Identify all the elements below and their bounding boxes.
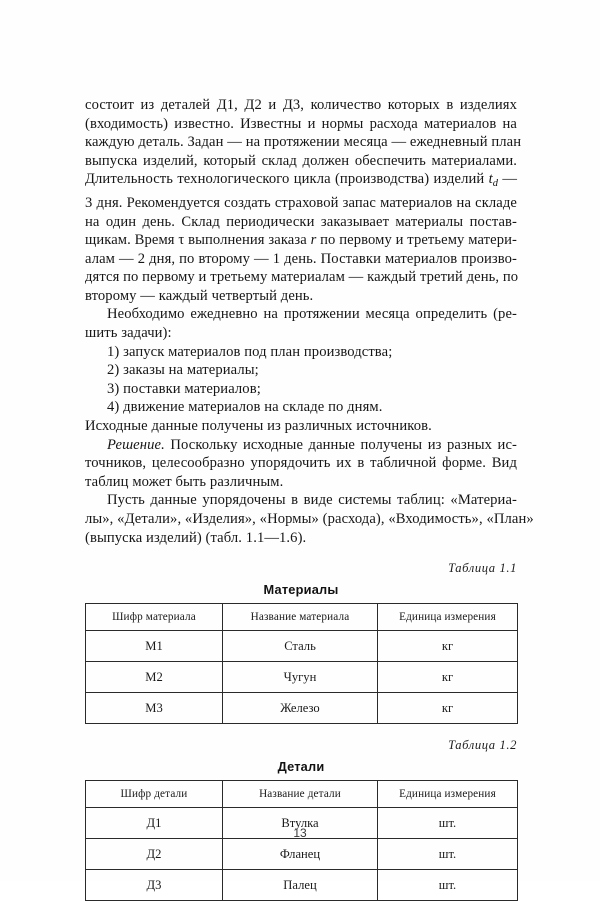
text-line-with-variables xyxy=(85,231,517,250)
text-fragment: выполнения заказа xyxy=(184,232,311,249)
text-line: выпуска изделий, который склад должен обеспечить материалами. xyxy=(85,152,517,169)
table-cell: Железо xyxy=(223,693,378,724)
text-line-solution-lead xyxy=(85,436,517,455)
table-cell: Д3 xyxy=(86,870,223,901)
paragraph-tables-intro xyxy=(85,491,534,547)
text-line: (выпуска изделий) (табл. 1.1—1.6). xyxy=(85,529,307,546)
table-row xyxy=(86,870,518,901)
solution-label: Решение. xyxy=(107,436,165,453)
task-list xyxy=(85,343,517,436)
table-cell: Фланец xyxy=(223,839,378,870)
table-block-materials xyxy=(85,561,517,724)
table-cell: Палец xyxy=(223,870,378,901)
paragraph-intro xyxy=(85,96,522,305)
list-item: 3) поставки материалов; xyxy=(107,380,261,397)
text-line: точников, целесообразно упорядочить их в табличной форме. Вид xyxy=(85,455,517,472)
column-header: Шифр детали xyxy=(86,781,223,808)
text-fragment: по первому и третьему матери- xyxy=(316,232,517,249)
variable-t: t xyxy=(488,171,493,188)
table-cell: М3 xyxy=(86,693,223,724)
table-caption: Таблица 1.2 xyxy=(448,738,517,753)
text-line: шить задачи): xyxy=(85,325,172,342)
table-row xyxy=(86,631,518,662)
table-title: Детали xyxy=(277,759,325,775)
text-line: Необходимо ежедневно на протяжении месяца определить (ре- xyxy=(107,306,517,323)
text-line: второму — каждый четвертый день. xyxy=(85,287,314,304)
text-line: каждую деталь. Задан — на протяжении месяца — ежедневный план xyxy=(85,134,522,151)
list-item: 2) заказы на материалы; xyxy=(107,362,259,379)
table-caption: Таблица 1.1 xyxy=(448,561,517,576)
table-cell: М1 xyxy=(86,631,223,662)
text-line: алам — 2 дня, по второму — 1 день. Поставки материалов произво- xyxy=(85,250,517,267)
text-line: состоит из деталей Д1, Д2 и Д3, количество которых в изделиях xyxy=(85,97,517,113)
column-header: Название материала xyxy=(223,604,378,631)
table-cell: кг xyxy=(378,693,518,724)
variable-t-subscript: d xyxy=(492,178,499,190)
text-line: Пусть данные упорядочены в виде системы таблиц: «Материа- xyxy=(107,492,517,509)
text-line: (входимость) известно. Известны и нормы расхода материалов на xyxy=(85,115,517,132)
text-line: дятся по первому и третьему материалам — каждый третий день, по xyxy=(85,269,519,286)
table-row xyxy=(86,693,518,724)
variable-tau: τ xyxy=(178,232,185,249)
table-cell: Д1 xyxy=(86,808,223,839)
table-cell: кг xyxy=(378,662,518,693)
text-fragment: Длительность технологического цикла (производства) изделий xyxy=(85,171,485,188)
table-cell: кг xyxy=(378,631,518,662)
text-fragment: щикам. Время xyxy=(85,232,179,249)
column-header: Название детали xyxy=(223,781,378,808)
table-cell: Чугун xyxy=(223,662,378,693)
list-item: 4) движение материалов на складе по дням. xyxy=(107,399,383,416)
variable-r: r xyxy=(310,232,317,249)
page-number: 13 xyxy=(293,826,307,840)
text-line-with-variable xyxy=(85,170,517,194)
table-cell: Сталь xyxy=(223,631,378,662)
table-header-row xyxy=(86,604,518,631)
text-line: лы», «Детали», «Изделия», «Нормы» (расхода), «Входимость», «План» xyxy=(85,511,534,527)
text-line: Исходные данные получены из различных источников. xyxy=(85,418,432,435)
table-cell: М2 xyxy=(86,662,223,693)
list-item: 1) запуск материалов под план производства; xyxy=(107,343,393,360)
materials-table xyxy=(85,603,518,724)
text-fragment: Поскольку исходные данные получены из разных ис- xyxy=(164,436,517,453)
page-content xyxy=(85,96,534,901)
table-cell: Д2 xyxy=(86,839,223,870)
parts-table xyxy=(85,780,518,901)
paragraph-solution xyxy=(85,436,517,492)
table-row xyxy=(86,662,518,693)
table-title: Материалы xyxy=(263,582,339,598)
table-cell: шт. xyxy=(378,870,518,901)
text-line: таблиц может быть различным. xyxy=(85,473,284,490)
table-row xyxy=(86,839,518,870)
table-cell: шт. xyxy=(378,839,518,870)
table-header-row xyxy=(86,781,518,808)
text-line: 3 дня. Рекомендуется создать страховой запас материалов на складе xyxy=(85,194,517,211)
table-block-parts xyxy=(85,738,517,901)
paragraph-tasks-intro xyxy=(85,305,517,342)
column-header: Единица измерения xyxy=(378,781,518,808)
column-header: Единица измерения xyxy=(378,604,518,631)
column-header: Шифр материала xyxy=(86,604,223,631)
text-line: на один день. Склад периодически заказывает материалы постав- xyxy=(85,213,517,230)
dash-fragment: — xyxy=(502,171,518,188)
table-cell: шт. xyxy=(378,808,518,839)
table-cell: Втулка xyxy=(223,808,378,839)
